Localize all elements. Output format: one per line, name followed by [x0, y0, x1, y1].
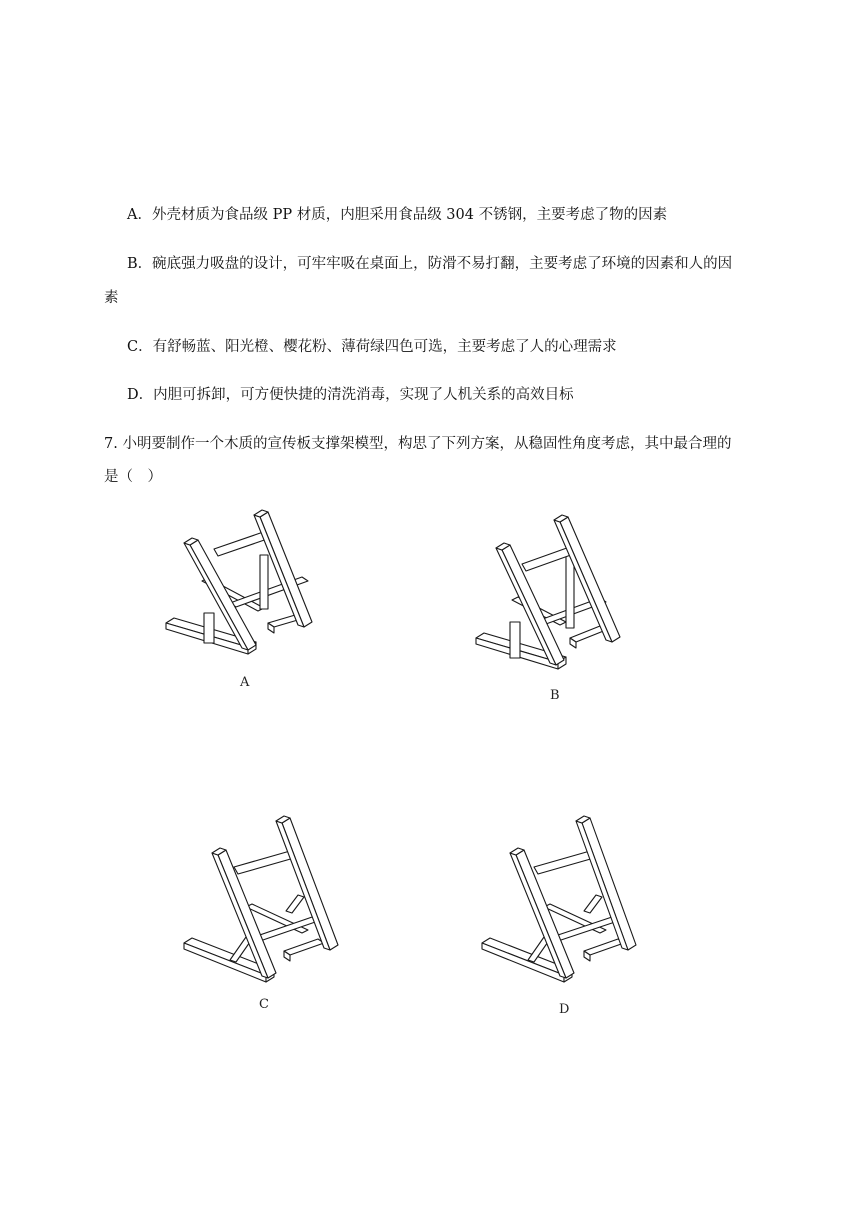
easel-figure-d	[478, 815, 648, 995]
option-a: A．外壳材质为食品级 PP 材质，内胆采用食品级 304 不锈钢，主要考虑了物的因素	[127, 207, 668, 223]
figure-label-d: D	[559, 1002, 570, 1017]
figure-label-b: B	[550, 688, 560, 703]
option-c: C．有舒畅蓝、阳光橙、樱花粉、薄荷绿四色可选，主要考虑了人的心理需求	[127, 339, 617, 355]
easel-figure-c	[178, 815, 348, 995]
easel-drawing-a	[160, 505, 330, 665]
option-b-line1: B．碗底强力吸盘的设计，可牢牢吸在桌面上，防滑不易打翻，主要考虑了环境的因素和人的因	[127, 256, 733, 272]
option-b-line2: 素	[104, 290, 119, 306]
easel-figure-a	[160, 505, 330, 665]
figure-label-c: C	[259, 997, 269, 1012]
figure-label-a: A	[240, 675, 250, 690]
easel-drawing-c	[178, 815, 348, 995]
question-7-line1: 7. 小明要制作一个木质的宣传板支撑架模型，构思了下列方案，从稳固性角度考虑，其中最合理的	[104, 436, 732, 452]
question-7-line2: 是（ ）	[104, 469, 162, 485]
option-d: D．内胆可拆卸，可方便快捷的清洗消毒，实现了人机关系的高效目标	[127, 387, 574, 403]
easel-drawing-b	[470, 510, 640, 680]
easel-drawing-d	[478, 815, 648, 995]
easel-figure-b	[470, 510, 640, 680]
